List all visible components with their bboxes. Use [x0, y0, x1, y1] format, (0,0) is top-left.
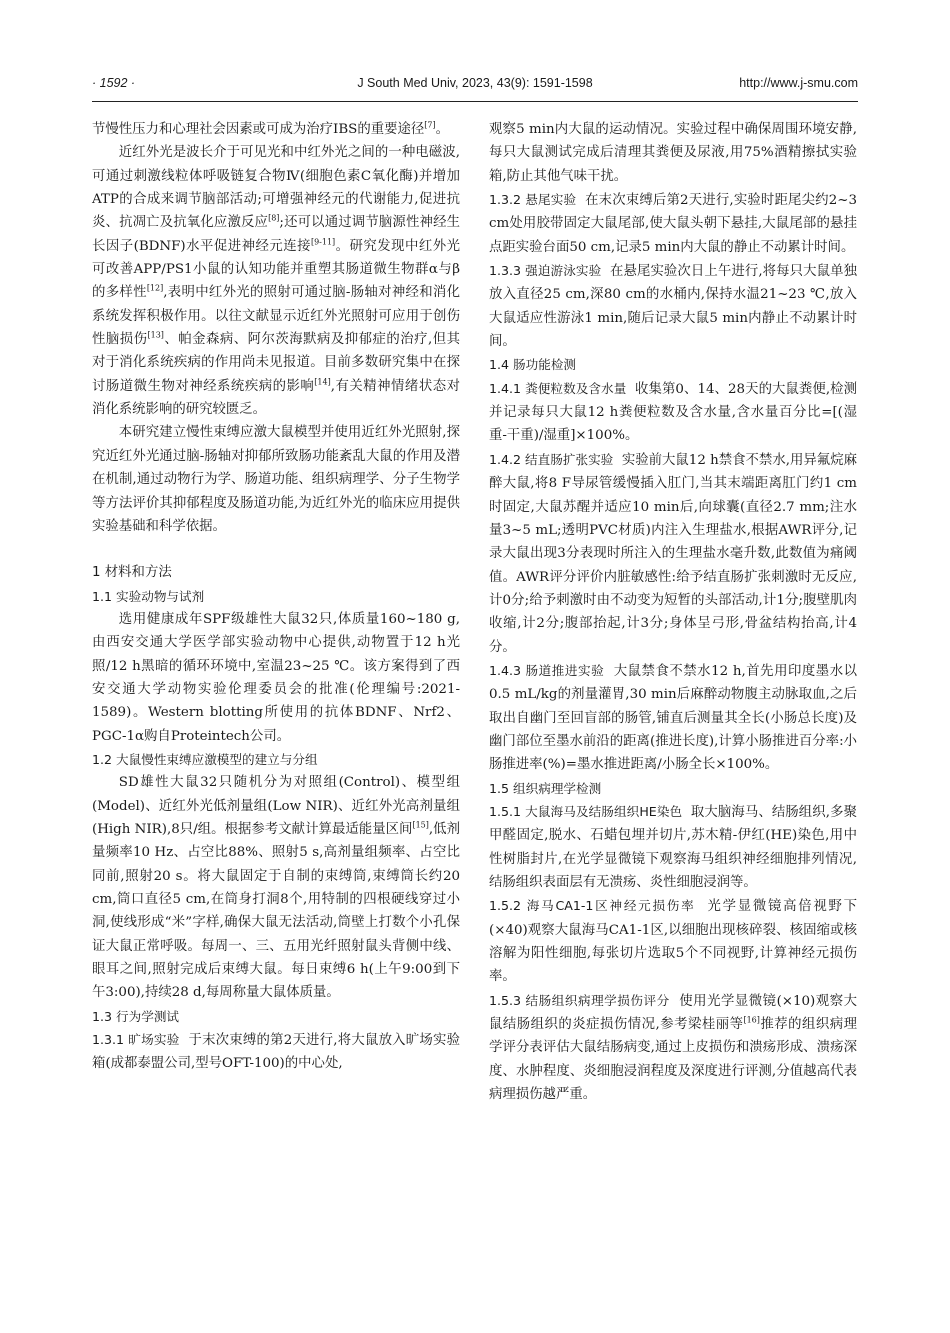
header-rule	[92, 101, 858, 102]
paragraph: 观察5 min内大鼠的运动情况。实验过程中确保周围环境安静,每只大鼠测试完成后清理其粪便及尿液,用75%酒精擦拭实验箱,防止其他气味干扰。	[489, 122, 857, 184]
paragraph: 本研究建立慢性束缚应激大鼠模型并使用近红外光照射,探究近红外光通过脑-肠轴对抑郁所致肠功能紊乱大鼠的作用及潜在机制,通过动物行为学、肠道功能、组织病理学、分子生物学等方法评价其抑郁程度及肠道功能,为近红外光的临床应用提供实验基础和科学依据。	[92, 425, 460, 534]
journal-citation: J South Med Univ, 2023, 43(9): 1591-1598	[357, 76, 593, 90]
item-label: 1.4.2 结直肠扩张实验	[489, 451, 614, 467]
item-label: 1.3.3 强迫游泳实验	[489, 263, 602, 279]
item-label: 1.4.3 肠道推进实验	[489, 662, 605, 678]
paragraph: SD雄性大鼠32只随机分为对照组(Control)、模型组(Model)、近红外光低剂量组(Low NIR)、近红外光高剂量组(High NIR),8只/组。根据参考文献计算最适能量区间[15],低剂量频率10 Hz、占空比88%、照射5 s,高剂量组频率、占空比同前,照射20 s。将大鼠固定于自制的束缚筒,束缚筒长约20 cm,筒口直径5 cm,在筒身打洞8个,用特制的四根硬线穿过小洞,使线形成“米”字样,确保大鼠无法活动,筒壁上打数个小孔保证大鼠正常呼吸。每周一、三、五用光纤照射鼠头背侧中线、眼耳之间,照射完成后束缚大鼠。每日束缚6 h(上午9:00到下午3:00),持续28 d,每周称量大鼠体质量。	[92, 775, 460, 1001]
item-label: 1.5.3 结肠组织病理学损伤评分	[489, 992, 670, 1008]
citation-ref[interactable]: [12]	[146, 283, 164, 293]
paragraph: 1.4.2 结直肠扩张实验 实验前大鼠12 h禁食不禁水,用异氟烷麻醉大鼠,将8 F导尿管缓慢插入肛门,当其末端距离肛门约1 cm时固定,大鼠苏醒并适应10 min后,向球囊(直径2.7 mm;注水量3~5 mL;透明PVC材质)内注入生理盐水,根据AWR评分,记录大鼠出现3分表现时所注入的生理盐水毫升数,此数值为痛阈值。AWR评分评价内脏敏感性:给予结直肠扩张刺激时无反应,计0分;给予刺激时由不动变为短暂的头部活动,计1分;腹壁肌肉收缩,计2分;腹部抬起,计3分;身体呈弓形,骨盆结构抬高,计4分。	[489, 451, 857, 655]
paragraph: 1.5.1 大鼠海马及结肠组织HE染色 取大脑海马、结肠组织,多聚甲醛固定,脱水、石蜡包埋并切片,苏木精-伊红(HE)染色,用中性树脂封片,在光学显微镜下观察海马组织神经细胞排列情况,结肠组织表面层有无溃疡、炎性细胞浸润等。	[489, 803, 857, 890]
page-number: · 1592 ·	[92, 76, 136, 90]
subsection-heading: 1.2 大鼠慢性束缚应激模型的建立与分组	[92, 751, 318, 767]
paragraph: 选用健康成年SPF级雄性大鼠32只,体质量160~180 g,由西安交通大学医学部实验动物中心提供,动物置于12 h光照/12 h黑暗的循环环境中,室温23~25 ℃。该方案得到了西安交通大学动物实验伦理委员会的批准(伦理编号:2021-1589)。Western blotting所使用的抗体BDNF、Nrf2、PGC-1α购自Proteintech公司。	[92, 611, 460, 744]
citation-ref[interactable]: [8]	[268, 213, 280, 223]
left-column	[92, 118, 460, 1076]
item-label: 1.4.1 粪便粒数及含水量	[489, 380, 627, 396]
subsection-heading: 1.3 行为学测试	[92, 1008, 180, 1024]
item-label: 1.5.2 海马CA1-1区神经元损伤率	[489, 898, 696, 914]
paragraph: 近红外光是波长介于可见光和中红外光之间的一种电磁波,可通过刺激线粒体呼吸链复合物Ⅳ(细胞色素C氧化酶)并增加ATP的合成来调节脑部活动;可增强神经元的代谢能力,促进抗炎、抗凋亡及抗氧化应激反应[8];还可以通过调节脑源性神经生长因子(BDNF)水平促进神经元连接[9-11]。研究发现中红外光可改善APP/PS1小鼠的认知功能并重塑其肠道微生物群α与β的多样性[12],表明中红外光的照射可通过脑-肠轴对神经和消化系统发挥积极作用。以往文献显示近红外光照射可应用于创伤性脑损伤[13]、帕金森病、阿尔茨海默病及抑郁症的治疗,但其对于消化系统疾病的作用尚未见报道。目前多数研究集中在探讨肠道微生物对神经系统疾病的影响[14],有关精神情绪状态对消化系统影响的研究较匮乏。	[92, 145, 461, 418]
citation-ref[interactable]: [14]	[314, 377, 331, 387]
item-label: 1.3.1 旷场实验	[92, 1032, 180, 1048]
section-heading: 1 材料和方法	[92, 565, 172, 581]
running-header	[92, 76, 858, 98]
paragraph: 1.4.3 肠道推进实验 大鼠禁食不禁水12 h,首先用印度墨水以0.5 mL/kg的剂量灌胃,30 min后麻醉动物腹主动脉取血,之后取出自幽门至回盲部的肠管,铺直后测量其全长(小肠总长度)及幽门部位至墨水前沿的距离(推进长度),计算小肠推进百分率:小肠推进率(%)=墨水推进距离/小肠全长×100%。	[489, 662, 857, 773]
paragraph: 1.3.1 旷场实验 于末次束缚的第2天进行,将大鼠放入旷场实验箱(成都泰盟公司,型号OFT-100)的中心处,	[92, 1032, 460, 1072]
citation-ref[interactable]: [7]	[424, 120, 436, 130]
paragraph: 1.5.3 结肠组织病理学损伤评分 使用光学显微镜(×10)观察大鼠结肠组织的炎症损伤情况,参考梁桂丽等[16]推荐的组织病理学评分表评估大鼠结肠病变,通过上皮损伤和溃疡形成、溃疡深度、水肿程度、炎细胞浸润程度及深度进行评测,分值越高代表病理损伤越严重。	[489, 992, 858, 1103]
item-label: 1.5.1 大鼠海马及结肠组织HE染色	[489, 803, 683, 819]
paragraph: 1.3.2 悬尾实验 在末次束缚后第2天进行,实验时距尾尖约2~3 cm处用胶带固定大鼠尾部,使大鼠头朝下悬挂,大鼠尾部的悬挂点距实验台面50 cm,记录5 min内大鼠的静止不动累计时间。	[489, 192, 857, 255]
item-label: 1.3.2 悬尾实验	[489, 192, 577, 208]
paragraph: 1.3.3 强迫游泳实验 在悬尾实验次日上午进行,将每只大鼠单独放入直径25 cm,深80 cm的水桶内,保持水温21~23 ℃,放入大鼠适应性游泳1 min,随后记录大鼠5 min内静止不动累计时间。	[489, 263, 857, 350]
subsection-heading: 1.4 肠功能检测	[489, 357, 577, 373]
citation-ref[interactable]: [15]	[412, 820, 429, 830]
citation-ref[interactable]: [13]	[147, 330, 164, 340]
paragraph: 1.4.1 粪便粒数及含水量 收集第0、14、28天的大鼠粪便,检测并记录每只大鼠12 h粪便粒数及含水量,含水量百分比=[(湿重-干重)/湿重]×100%。	[489, 380, 858, 444]
paragraph: 节慢性压力和心理社会因素或可成为治疗IBS的重要途径[7]。	[92, 120, 450, 137]
subsection-heading: 1.5 组织病理学检测	[489, 780, 602, 796]
journal-url[interactable]: http://www.j-smu.com	[739, 76, 858, 90]
citation-ref[interactable]: [16]	[743, 1015, 760, 1025]
citation-ref[interactable]: [9-11]	[310, 237, 336, 247]
paragraph: 1.5.2 海马CA1-1区神经元损伤率 光学显微镜高倍视野下(×40)观察大鼠海马CA1-1区,以细胞出现核碎裂、核固缩或核溶解为阳性细胞,每张切片选取5个不同视野,计算神经元损伤率。	[489, 898, 858, 985]
subsection-heading: 1.1 实验动物与试剂	[92, 588, 205, 604]
right-column	[489, 118, 857, 1106]
